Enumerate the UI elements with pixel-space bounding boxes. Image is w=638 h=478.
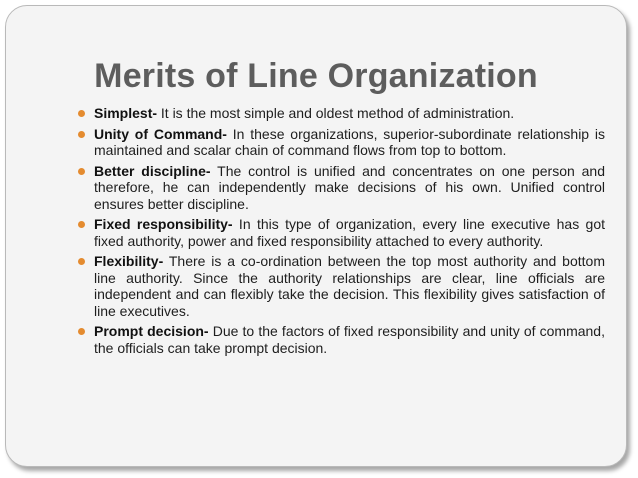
slide — [5, 5, 627, 467]
bullet-item-prompt-decision — [78, 323, 605, 356]
bullet-list — [78, 105, 605, 360]
bullet-item-simplest — [78, 105, 605, 122]
bullet-dot-icon — [78, 258, 85, 265]
bullet-term: Prompt decision- — [94, 323, 209, 339]
bullet-dot-icon — [78, 110, 85, 117]
bullet-dot-icon — [78, 131, 85, 138]
bullet-item-better-discipline — [78, 163, 605, 213]
bullet-dot-icon — [78, 328, 85, 335]
slide-title: Merits of Line Organization — [94, 57, 538, 95]
bullet-term: Better discipline- — [94, 162, 211, 179]
bullet-text: Due to the factors of fixed responsibility and unity of command, the officials can take prompt decision. — [94, 323, 605, 356]
bullet-item-unity-of-command — [78, 126, 605, 159]
bullet-term: Flexibility- — [94, 253, 164, 269]
bullet-term: Unity of Command- — [94, 125, 227, 142]
bullet-text: There is a co-ordination between the top most authority and bottom line authority. Since the authority relationships are clear, line officials are independent and can flexibly take the decision. This flexibility gives satisfaction of line executives. — [94, 253, 605, 319]
bullet-text: In these organizations, superior-subordinate relationship is maintained and scalar chain of command flows from top to bottom. — [94, 125, 606, 158]
bullet-term: Fixed responsibility- — [94, 216, 233, 232]
bullet-item-fixed-responsibility — [78, 216, 605, 249]
bullet-text: The control is unified and concentrates on one person and therefore, he can independently make decisions of his own. Unified control ensures better discipline. — [94, 162, 605, 212]
bullet-dot-icon — [78, 168, 85, 175]
bullet-item-flexibility — [78, 253, 605, 319]
bullet-term: Simplest- — [94, 105, 158, 121]
bullet-text: In this type of organization, every line executive has got fixed authority, power and fixed responsibility attached to every authority. — [94, 216, 605, 249]
bullet-text: It is the most simple and oldest method of administration. — [157, 105, 515, 121]
bullet-dot-icon — [78, 221, 85, 228]
